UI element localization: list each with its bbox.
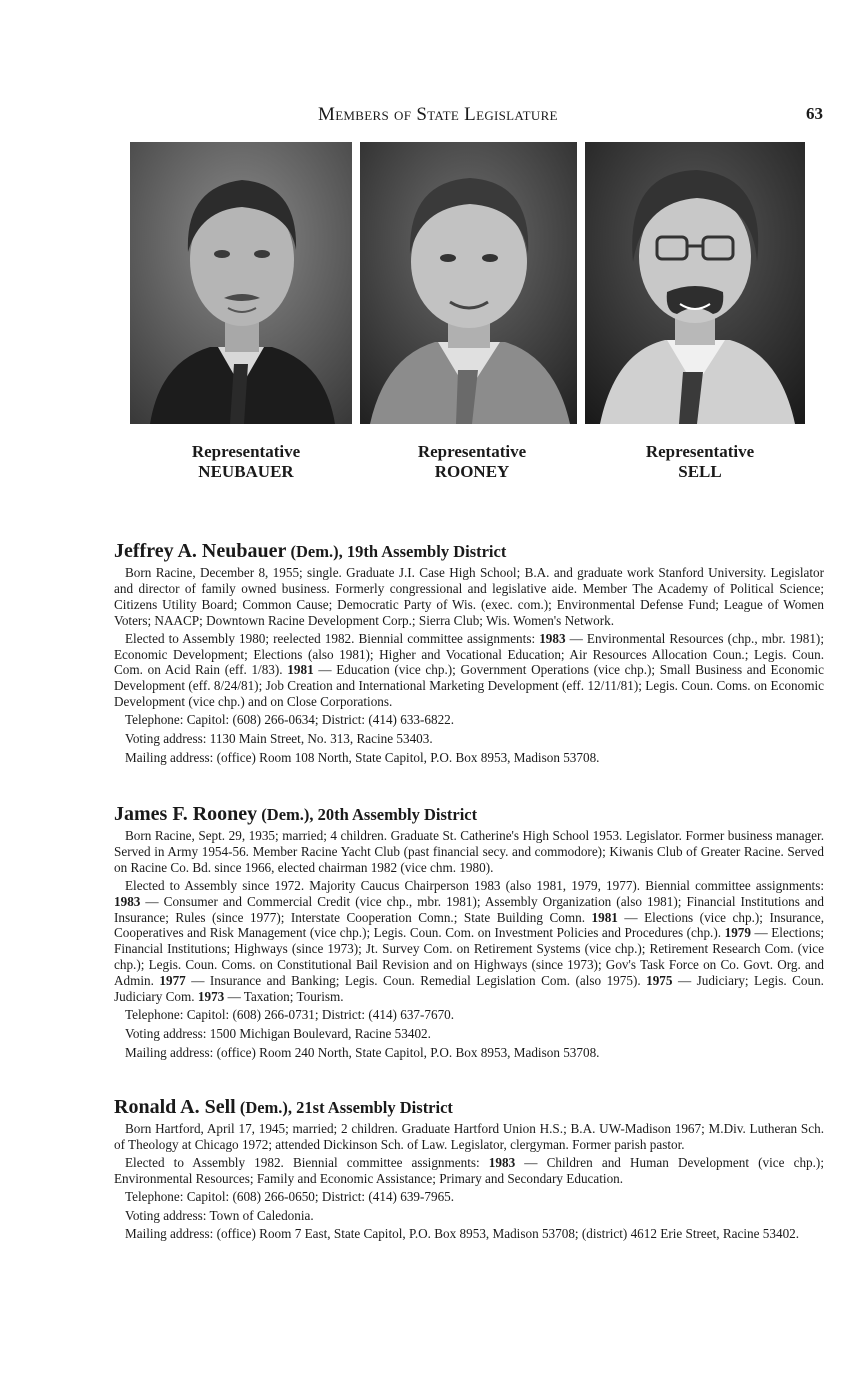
caption-label: Representative [417,442,527,461]
biography: Born Racine, December 8, 1955; single. Graduate J.I. Case High School; B.A. and graduate work Stanford University. Legislator and director of family owned business. Formerly congressional and legislative aide. Member The Academy of Political Science; Citizens Utility Board; Common Cause; Democratic Party of Wis. (exec. com.); Environmental Defense Fund; League of Women Voters; NAACP; Downtown Racine Development Corp.; Sierra Club; Wis. Women's Network. [114,565,824,628]
entry-heading [114,802,824,827]
voting-address: Voting address: 1130 Main Street, No. 313, Racine 53403. [125,731,433,747]
telephone: Telephone: Capitol: (608) 266-0650; District: (414) 639-7965. [125,1188,455,1204]
caption-label: Representative [191,442,301,461]
caption-name: ROONEY [434,462,510,481]
legislator-entry-rooney [114,802,824,1064]
mailing-address: Mailing address: (office) Room 108 North, State Capitol, P.O. Box 8953, Madison 53708. [125,749,600,765]
biography: Born Racine, Sept. 29, 1935; married; 4 children. Graduate St. Catherine's High School 1953. Legislator. Former business manager. Served in Army 1954-56. Member Racine Yacht Club (past financial secy. and commodore); Kiwanis Club of Greater Racine. Served on Racine Co. Bd. since 1966, elected chairman 1982 (vice chm. 1980). [114,828,824,875]
portrait-photo-rooney [360,142,577,424]
page-title: Members of State Legislature [318,104,558,125]
member-name: Ronald A. Sell [114,1096,236,1118]
committee-assignments: Elected to Assembly since 1972. Majority Caucus Chairperson 1983 (also 1981, 1979, 1977). Biennial committee assignments: 1983 — Consumer and Commercial Credit (vice chp., mbr. 1981); Assembly Organization (also 1981); Financial Institutions and Insurance; Rules (since 1977); Interstate Cooperation Comn.; State Building Comn. 1981 — Elections (vice chp.); Insurance, Cooperatives and Risk Management (vice chp.); Legis. Coun. Com. on Investment Policies and Procedures (chp.). 1979 — Elections; Financial Institutions; Highways (since 1973); Jt. Survey Com. on Retirement Systems (vice chp.); Retirement Research Com. (vice chp.); Legis. Coun. Coms. on Constitutional Bail Revision and on Highways (since 1973); Gov's Task Force on Co. Govt. Org. and Admin. 1977 — Insurance and Banking; Legis. Coun. Remedial Legislation Com. (also 1975). 1975 — Judiciary; Legis. Coun. Judiciary Com. 1973 — Taxation; Tourism. [114,877,825,1005]
caption-name: SELL [678,462,722,481]
member-affiliation: (Dem.), 21st Assembly District [235,1098,453,1117]
page-number: 63 [806,104,823,123]
member-affiliation: (Dem.), 20th Assembly District [257,805,478,824]
voting-address: Voting address: Town of Caledonia. [125,1207,314,1223]
caption-label: Representative [645,442,755,461]
caption-rooney [357,442,587,482]
page-header [0,104,859,128]
telephone: Telephone: Capitol: (608) 266-0731; District: (414) 637-7670. [125,1006,455,1022]
mailing-address: Mailing address: (office) Room 7 East, State Capitol, P.O. Box 8953, Madison 53708; (district) 4612 Erie Street, Racine 53402. [125,1226,800,1242]
voting-address: Voting address: 1500 Michigan Boulevard, Racine 53402. [125,1025,431,1041]
committee-assignments: Elected to Assembly 1980; reelected 1982. Biennial committee assignments: 1983 — Environmental Resources (chp., mbr. 1981); Economic Development; Elections (also 1981); Higher and Vocational Education; Air Resources Allocation Coun.; Legis. Coun. Com. on Acid Rain (eff. 1/83). 1981 — Education (vice chp.); Government Operations (vice chp.); Small Business and Economic Development (eff. 8/24/81); Job Creation and International Marketing Development (eff. 12/11/81); Legis. Coun. Coms. on Economic Development (vice chp.) and on Close Corporations. [114,630,824,710]
portrait-photo-neubauer [130,142,352,424]
caption-neubauer [131,442,361,482]
entry-heading [114,539,824,564]
member-name: Jeffrey A. Neubauer [114,540,287,562]
mailing-address: Mailing address: (office) Room 240 North, State Capitol, P.O. Box 8953, Madison 53708. [125,1044,600,1060]
legislator-entry-sell [114,1095,824,1245]
caption-name: NEUBAUER [198,462,294,481]
caption-sell [585,442,815,482]
telephone: Telephone: Capitol: (608) 266-0634; District: (414) 633-6822. [125,712,455,728]
biography: Born Hartford, April 17, 1945; married; 2 children. Graduate Hartford Union H.S.; B.A. UW-Madison 1967; M.Div. Lutheran Sch. of Theology at Chicago 1972; attended Dickinson Sch. of Law. Legislator, clergyman. Former parish pastor. [114,1121,824,1152]
committee-assignments: Elected to Assembly 1982. Biennial committee assignments: 1983 — Children and Human Development (vice chp.); Environmental Resources; Family and Economic Assistance; Primary and Secondary Education. [114,1154,824,1186]
member-name: James F. Rooney [114,803,258,825]
portrait-photo-sell [585,142,805,424]
legislator-entry-neubauer [114,539,824,769]
entry-heading [114,1095,824,1120]
member-affiliation: (Dem.), 19th Assembly District [286,542,507,561]
